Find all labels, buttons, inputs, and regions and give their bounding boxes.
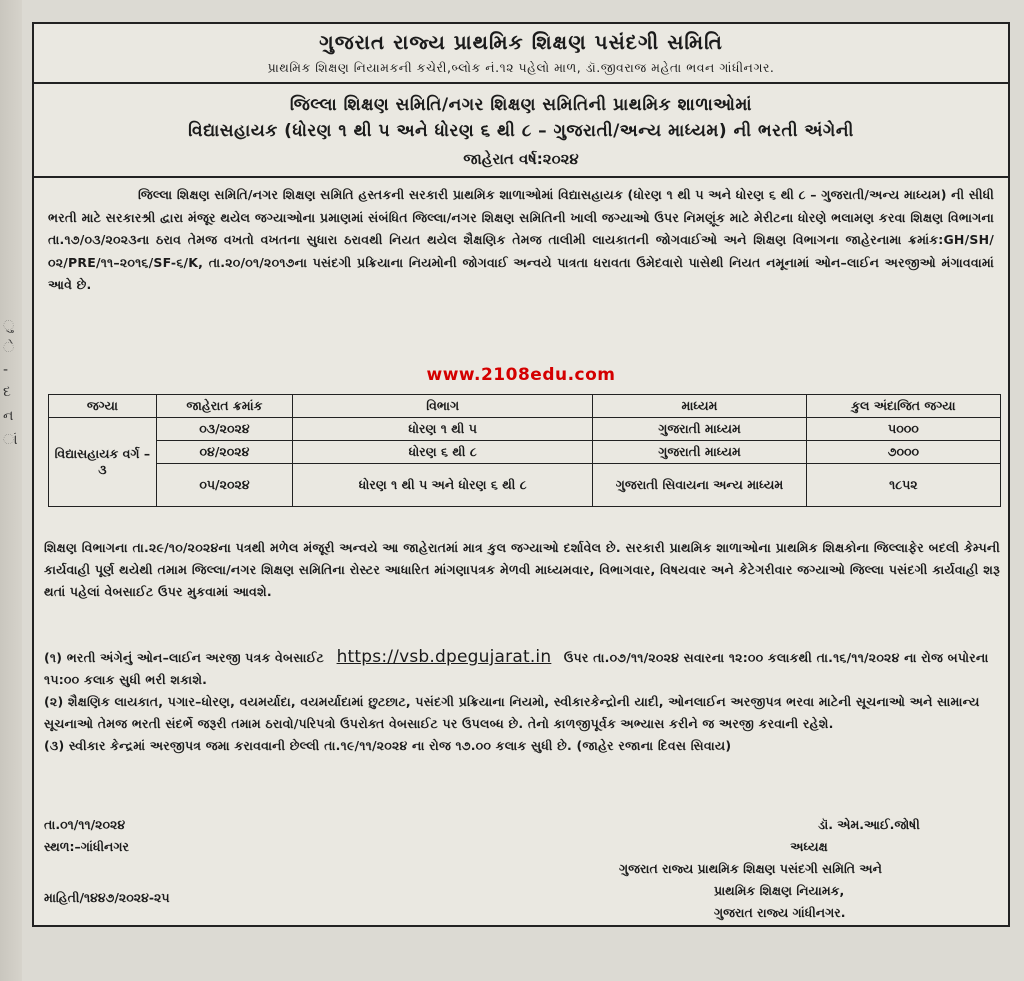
- col-header-medium: માધ્યમ: [593, 395, 807, 418]
- point-1-lead: (૧) ભરતી અંગેનું ઓન–લાઈન અરજી પત્રક વેબસાઈટ: [44, 650, 324, 665]
- section-cell: ધોરણ ૧ થી ૫ અને ધોરણ ૬ થી ૮: [293, 464, 593, 507]
- adv-no-cell: ૦૫/૨૦૨૪: [156, 464, 292, 507]
- adjacent-page-strip: [0, 0, 22, 981]
- subtitle-line-1: જિલ્લા શિક્ષણ સમિતિ/નગર શિક્ષણ સમિતિની પ્રાથમિક શાળાઓમાં: [289, 95, 753, 115]
- count-cell: ૧૮૫૨: [806, 464, 1000, 507]
- side-fragment: -: [3, 362, 9, 378]
- medium-cell: ગુજરાતી માધ્યમ: [593, 441, 807, 464]
- instruction-points: [44, 646, 1000, 757]
- point-3: (૩) સ્વીકાર કેન્દ્રમાં અરજીપત્ર જમા કરાવવાની છેલ્લી તા.૧૯/૧૧/૨૦૨૪ ના રોજ ૧૭.૦૦ કલાક સુધી છે. (જાહેર રજાના દિવસ સિવાય): [44, 738, 732, 753]
- date-place-block: [44, 814, 129, 858]
- medium-cell: ગુજરાતી માધ્યમ: [593, 418, 807, 441]
- notice-header: [34, 24, 1008, 84]
- application-website-link[interactable]: https://vsb.dpegujarat.in: [336, 647, 552, 667]
- adv-no-cell: ૦૪/૨૦૨૪: [156, 441, 292, 464]
- vacancy-table: [48, 394, 1001, 507]
- office-address: પ્રાથમિક શિક્ષણ નિયામકની કચેરી,બ્લોક નં.૧૨ પહેલો માળ, ડૉ.જીવરાજ મહેતા ભવન ગાંધીનગર.: [267, 60, 775, 75]
- side-fragment: ે: [3, 340, 15, 356]
- section-cell: ધોરણ ૧ થી ૫: [293, 418, 593, 441]
- committee-title: ગુજરાત રાજ્ય પ્રાથમિક શિક્ષણ પસંદગી સમિતિ: [319, 30, 723, 54]
- note-paragraph: શિક્ષણ વિભાગના તા.૨૯/૧૦/૨૦૨૪ના પત્રથી મળેલ મંજૂરી અન્વયે આ જાહેરાતમાં માત્ર કુલ જગ્યાઓ દર્શાવેલ છે. સરકારી પ્રાથમિક શાળાઓના પ્રાથમિક શિક્ષકોના જિલ્લાફેર બદલી કેમ્પની કાર્યવાહી પૂર્ણ થયેથી તમામ જિલ્લા/નગર શિક્ષણ સમિતિના રોસ્ટર આધારિત માંગણાપત્રક મેળવી માધ્યમવાર, વિભાગવાર, વિષયવાર અને કેટેગરીવાર જગ્યાઓ જિલ્લા પસંદગી કાર્યવાહી શરૂ થતાં પહેલાં વેબસાઈટ ઉપર મુકવામાં આવશે.: [44, 540, 1000, 599]
- point-1: [44, 646, 1000, 691]
- table-row: [49, 418, 1001, 441]
- signature-block: [619, 814, 999, 924]
- adv-no-cell: ૦૩/૨૦૨૪: [156, 418, 292, 441]
- advertisement-year: જાહેરાત વર્ષ:૨૦૨૪: [463, 150, 579, 168]
- col-header-section: વિભાગ: [293, 395, 593, 418]
- col-header-adv-no: જાહેરાત ક્રમાંક: [156, 395, 292, 418]
- col-header-total-posts: કુલ અંદાજિત જગ્યા: [806, 395, 1000, 418]
- notice-date: તા.૦૧/૧૧/૨૦૨૪: [44, 817, 126, 832]
- table-header-row: [49, 395, 1001, 418]
- table-row: [49, 441, 1001, 464]
- recruitment-notice: [32, 22, 1010, 927]
- notice-place: સ્થળ:–ગાંધીનગર: [44, 839, 129, 854]
- org-line-2: પ્રાથમિક શિક્ષણ નિયામક,: [714, 883, 845, 898]
- signatory-role: અધ્યક્ષ: [790, 839, 828, 854]
- reference-number: માહિતી/૧૪૪૭/૨૦૨૪-૨૫: [44, 890, 170, 905]
- section-cell: ધોરણ ૬ થી ૮: [293, 441, 593, 464]
- watermark-website: www.2108edu.com: [426, 365, 616, 385]
- subtitle-line-2: વિદ્યાસહાયક (ધોરણ ૧ થી ૫ અને ધોરણ ૬ થી ૮ – ગુજરાતી/અન્ય માધ્યમ) ની ભરતી અંગેની: [188, 121, 854, 141]
- org-line-1: ગુજરાત રાજ્ય પ્રાથમિક શિક્ષણ પસંદગી સમિતિ અને: [619, 861, 882, 876]
- signatory-name: ડૉ. એમ.આઈ.જોષી: [818, 817, 920, 832]
- point-1-tail: ઉપર તા.૦૭/૧૧/૨૦૨૪ સવારના ૧૨:૦૦ કલાકથી તા.૧૬/૧૧/૨૦૨૪ ના રોજ બપોરના ૧૫:૦૦ કલાક સુધી ભરી શકાશે.: [44, 650, 989, 687]
- medium-cell: ગુજરાતી સિવાયના અન્ય માધ્યમ: [593, 464, 807, 507]
- org-line-3: ગુજરાત રાજ્ય ગાંધીનગર.: [714, 905, 846, 920]
- count-cell: ૫૦૦૦: [806, 418, 1000, 441]
- notice-subtitle: [34, 84, 1008, 168]
- side-fragment: દ: [3, 384, 11, 400]
- side-fragment: ાં: [3, 432, 18, 448]
- table-row: [49, 464, 1001, 507]
- point-2: (૨) શૈક્ષણિક લાયકાત, પગાર–ધોરણ, વયમર્યાદા, વયમર્યાદામાં છુટછાટ, પસંદગી પ્રક્રિયાના નિયમો, સ્વીકારકેન્દ્રોની યાદી, ઓનલાઈન અરજીપત્ર ભરવા માટેની સૂચનાઓ અને સામાન્ય સૂચનાઓ તેમજ ભરતી સંદર્ભે જરૂરી તમામ ઠરાવો/પરિપત્રો ઉપરોક્ત વેબસાઈટ પર ઉપલબ્ધ છે. તેનો કાળજીપૂર્વક અભ્યાસ કરીને જ અરજી કરવાની રહેશે.: [44, 694, 980, 731]
- intro-paragraph: જિલ્લા શિક્ષણ સમિતિ/નગર શિક્ષણ સમિતિ હસ્તકની સરકારી પ્રાથમિક શાળાઓમાં વિદ્યાસહાયક (ધોરણ ૧ થી ૫ અને ધોરણ ૬ થી ૮ – ગુજરાતી/અન્ય માધ્યમ) ની સીધી ભરતી માટે સરકારશ્રી દ્વારા મંજૂર થયેલ જગ્યાઓના પ્રમાણમાં સંબંધિત જિલ્લા/નગર શિક્ષણ સમિતિની ખાલી જગ્યાઓ ઉપર નિમણૂંક માટે મેરીટના ધોરણે ભલામણ કરવા શિક્ષણ વિભાગના તા.૧૭/૦૩/૨૦૨૩ના ઠરાવ તેમજ વખતો વખતના સુધારા ઠરાવથી નિયત થયેલ શૈક્ષણિક તેમજ તાલીમી લાયકાતની જોગવાઈઓ અને શિક્ષણ વિભાગના જાહેરનામા ક્રમાંક:GH/SH/૦૨/PRE/૧૧–૨૦૧૬/SF-૬/K, તા.૨૦/૦૧/૨૦૧૭ના પસંદગી પ્રક્રિયાના નિયમોની જોગવાઈ અન્વયે પાત્રતા ધરાવતા ઉમેદવારો પાસેથી નિયત નમૂનામાં ઓન–લાઈન અરજીઓ મંગાવવામાં આવે છે.: [48, 187, 994, 292]
- side-fragment: ુ: [3, 318, 15, 334]
- post-name-cell: વિદ્યાસહાયક વર્ગ – ૩: [49, 418, 157, 507]
- side-fragment: ન: [3, 408, 14, 424]
- count-cell: ૭૦૦૦: [806, 441, 1000, 464]
- col-header-post: જગ્યા: [49, 395, 157, 418]
